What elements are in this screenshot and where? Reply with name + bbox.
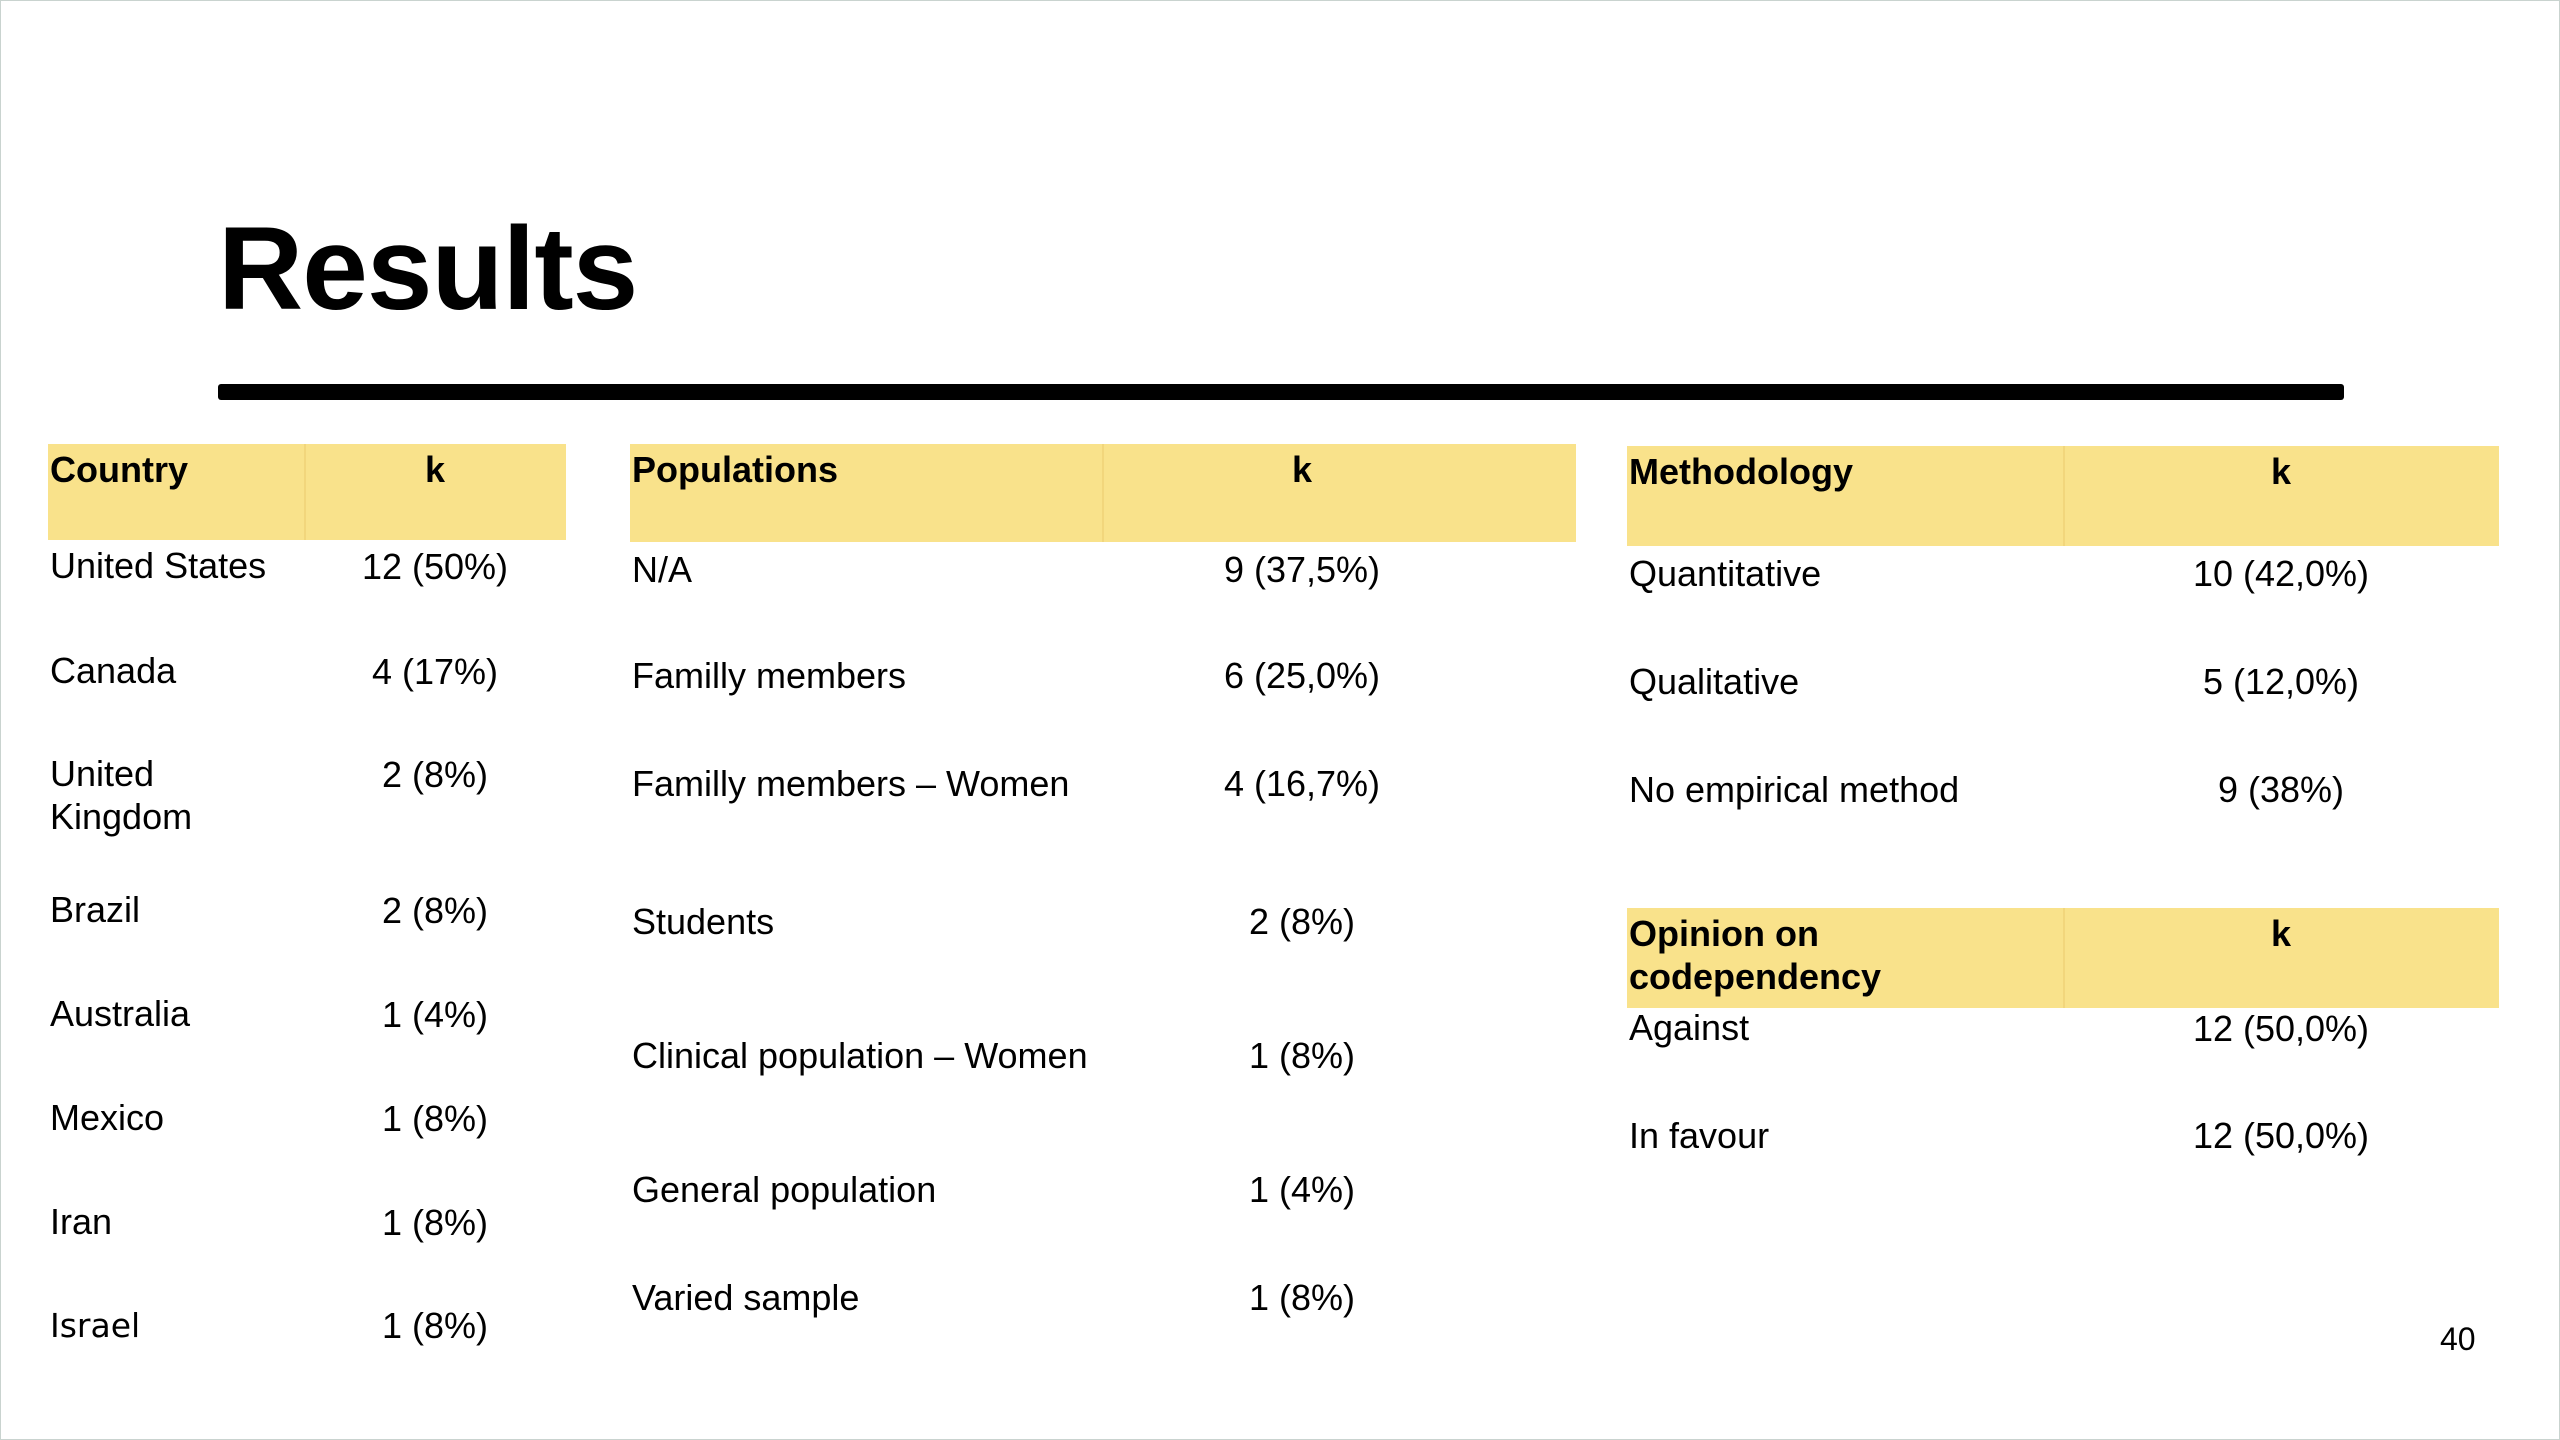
table-row-label: Israel xyxy=(50,1306,141,1345)
table-row-label: Canada xyxy=(50,650,177,691)
table-row-label: Quantitative xyxy=(1629,553,1822,594)
table-row-label: United States xyxy=(50,545,267,586)
table-row-value: 1 (4%) xyxy=(1248,1169,1356,1210)
table-row-label: Familly members – Women xyxy=(632,763,1070,804)
table-row-value: 2 (8%) xyxy=(381,890,489,931)
table-row-label: No empirical method xyxy=(1629,769,1960,810)
table-row-label: In favour xyxy=(1629,1115,1770,1156)
table-row-label: United Kingdom xyxy=(50,753,193,837)
table-row-label: Against xyxy=(1629,1007,1750,1048)
table-row-value: 1 (4%) xyxy=(381,994,489,1035)
opinion-table xyxy=(1627,908,2499,1168)
table-row-value: 6 (25,0%) xyxy=(1223,655,1381,696)
column-header-country: Country xyxy=(50,449,188,490)
column-header-k: k xyxy=(424,449,446,490)
table-row-value: 9 (37,5%) xyxy=(1223,549,1381,590)
page-number: 40 xyxy=(2440,1321,2476,1357)
column-header-k: k xyxy=(2270,451,2292,492)
table-row-value: 5 (12,0%) xyxy=(2202,661,2360,702)
country-table xyxy=(48,444,566,1344)
table-row-label: Familly members xyxy=(632,655,907,696)
table-row-value: 1 (8%) xyxy=(381,1098,489,1139)
methodology-table xyxy=(1627,446,2499,866)
table-row-value: 1 (8%) xyxy=(1248,1277,1356,1318)
table-row-label: Brazil xyxy=(50,889,141,930)
column-header-populations: Populations xyxy=(632,449,838,490)
table-row-value: 9 (38%) xyxy=(2217,769,2345,810)
column-header-k: k xyxy=(1291,449,1313,490)
table-row-label: General population xyxy=(632,1169,937,1210)
table-row-label: Iran xyxy=(50,1201,113,1242)
table-row-value: 12 (50%) xyxy=(361,546,509,587)
table-row-value: 2 (8%) xyxy=(1248,901,1356,942)
table-row-label: Students xyxy=(632,901,775,942)
populations-table xyxy=(630,444,1576,1344)
table-row-label: Mexico xyxy=(50,1097,165,1138)
table-row-value: 2 (8%) xyxy=(381,754,489,795)
table-row-value: 1 (8%) xyxy=(381,1305,489,1346)
column-header-k: k xyxy=(2270,913,2292,954)
table-row-label: Qualitative xyxy=(1629,661,1800,702)
table-row-value: 1 (8%) xyxy=(1248,1035,1356,1076)
table-row-label: Clinical population – Women xyxy=(632,1035,1088,1076)
table-row-value: 12 (50,0%) xyxy=(2192,1008,2370,1049)
table-row-value: 10 (42,0%) xyxy=(2192,553,2370,594)
table-row-value: 4 (17%) xyxy=(371,651,499,692)
table-row-label: Australia xyxy=(50,993,191,1034)
column-header-opinion: Opinion on codependency xyxy=(1629,913,1882,997)
table-row-value: 12 (50,0%) xyxy=(2192,1115,2370,1156)
title-underline-rule xyxy=(218,384,2344,400)
table-row-value: 4 (16,7%) xyxy=(1223,763,1381,804)
column-header-methodology: Methodology xyxy=(1629,451,1853,492)
table-row-value: 1 (8%) xyxy=(381,1202,489,1243)
slide-title: Results xyxy=(218,203,638,335)
table-row-label: N/A xyxy=(632,549,693,590)
table-row-label: Varied sample xyxy=(632,1277,860,1318)
